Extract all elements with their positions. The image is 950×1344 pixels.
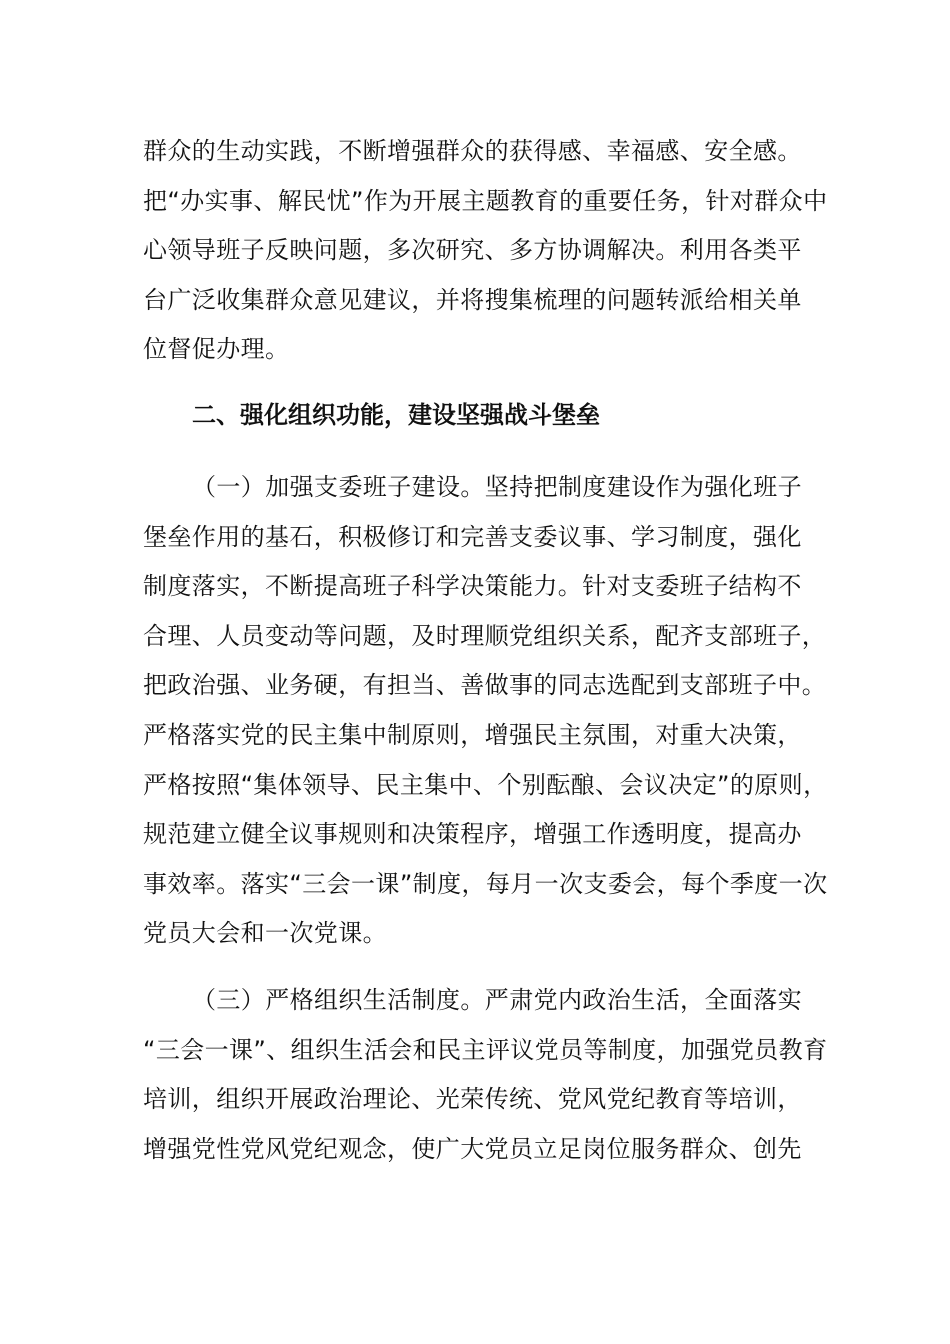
paragraph-2-line: 严格落实党的民主集中制原则，增强民主氛围，对重大决策，	[143, 720, 802, 749]
paragraph-3-line: 增强党性党风党纪观念，使广大党员立足岗位服务群众、创先	[143, 1134, 802, 1163]
paragraph-1-line: 把“办实事、解民忧”作为开展主题教育的重要任务，针对群众中	[143, 186, 828, 215]
paragraph-2	[143, 463, 828, 959]
paragraph-2-line: 事效率。落实“三会一课”制度，每月一次支委会，每个季度一次	[143, 869, 828, 898]
paragraph-2-line: 合理、人员变动等问题，及时理顺党组织关系，配齐支部班子，	[143, 621, 827, 650]
paragraph-2-line: 堡垒作用的基石，积极修订和完善支委议事、学习制度，强化	[143, 522, 802, 551]
paragraph-3	[143, 976, 828, 1174]
paragraph-2-line: 严格按照“集体领导、民主集中、个别酝酿、会议决定”的原则，	[143, 770, 828, 799]
paragraph-1	[143, 127, 828, 375]
paragraph-3-line: 培训，组织开展政治理论、光荣传统、党风党纪教育等培训，	[143, 1085, 802, 1114]
paragraph-1-line: 群众的生动实践，不断增强群众的获得感、幸福感、安全感。	[143, 137, 802, 165]
paragraph-3-line: （三）严格组织生活制度。严肃党内政治生活，全面落实	[192, 986, 802, 1014]
paragraph-2-line: 把政治强、业务硬，有担当、善做事的同志选配到支部班子中。	[143, 671, 827, 700]
paragraph-2-line: 党员大会和一次党课。	[143, 919, 387, 948]
paragraph-1-line: 心领导班子反映问题，多次研究、多方协调解决。利用各类平	[143, 236, 802, 265]
paragraph-2-line: （一）加强支委班子建设。坚持把制度建设作为强化班子	[192, 473, 802, 501]
paragraph-1-line: 位督促办理。	[143, 335, 290, 364]
paragraph-2-line: 规范建立健全议事规则和决策程序，增强工作透明度，提高办	[143, 820, 802, 849]
paragraph-3-line: “三会一课”、组织生活会和民主评议党员等制度，加强党员教育	[143, 1035, 828, 1064]
paragraph-2-line: 制度落实，不断提高班子科学决策能力。针对支委班子结构不	[143, 572, 802, 601]
section-heading: 二、强化组织功能，建设坚强战斗堡垒	[192, 401, 600, 429]
paragraph-1-line: 台广泛收集群众意见建议，并将搜集梳理的问题转派给相关单	[143, 285, 802, 314]
